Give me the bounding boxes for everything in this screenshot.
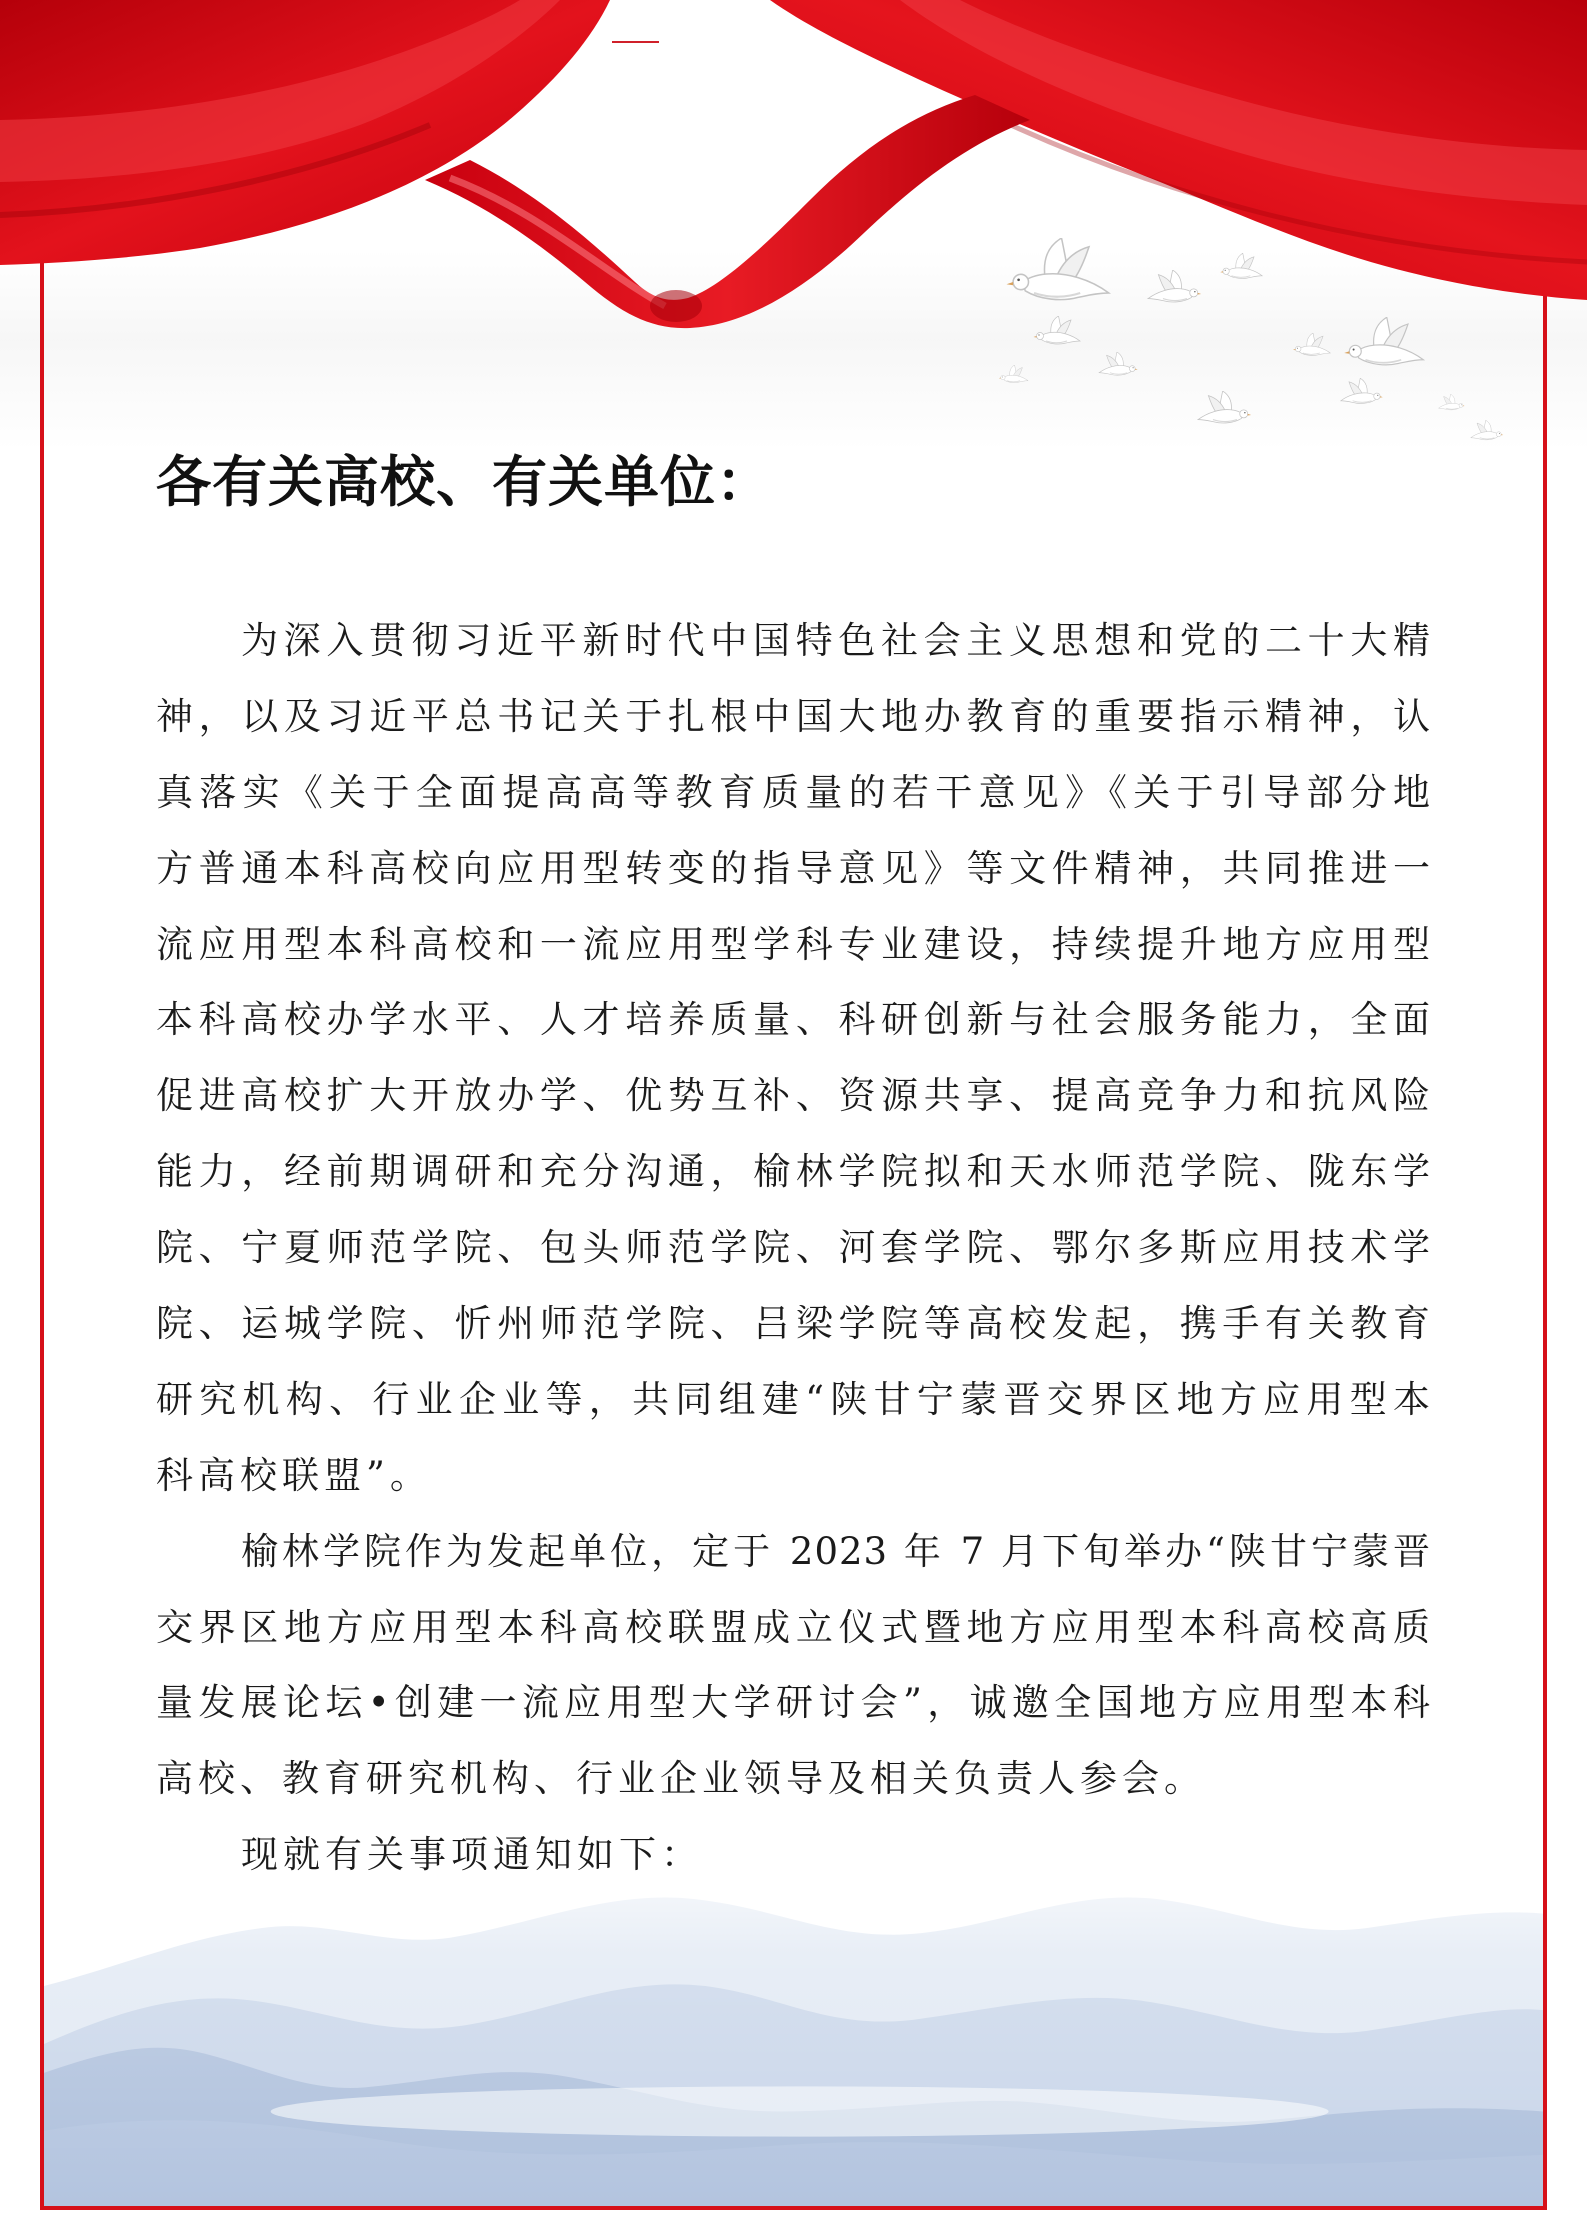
text-line: 现就有关事项通知如下：: [241, 1833, 703, 1877]
dove-icon: [999, 365, 1028, 383]
text-line: 真落实《关于全面提高高等教育质量的若干意见》《关于引导部分地: [156, 770, 1431, 814]
text-line: 院、宁夏师范学院、包头师范学院、河套学院、鄂尔多斯应用技术学: [156, 1226, 1431, 1270]
text-line: 科高校联盟”。: [156, 1453, 432, 1497]
dove-icon: [1007, 238, 1109, 300]
dove-icon: [1099, 352, 1138, 375]
text-line: 神，以及习近平总书记关于扎根中国大地办教育的重要指示精神，认: [156, 694, 1431, 738]
text-line: 量发展论坛•创建一流应用型大学研讨会”，诚邀全国地方应用型本科: [156, 1681, 1431, 1725]
text-line: 本科高校办学水平、人才培养质量、科研创新与社会服务能力，全面: [156, 998, 1431, 1042]
text-line: 为深入贯彻习近平新时代中国特色社会主义思想和党的二十大精: [241, 619, 1431, 662]
text-line: 交界区地方应用型本科高校联盟成立仪式暨地方应用型本科高校高质: [156, 1605, 1431, 1649]
dove-icon: [1293, 333, 1330, 355]
dove-icon: [1439, 394, 1465, 410]
text-line: 方普通本科高校向应用型转变的指导意见》等文件精神，共同推进一: [156, 846, 1431, 890]
dove-icon: [1471, 420, 1504, 440]
paragraph: [156, 1514, 1431, 1818]
paragraph: [156, 1817, 1431, 1893]
dove-icon: [1034, 316, 1081, 344]
dove-icon: [1344, 317, 1423, 365]
salutation-heading: 各有关高校、有关单位：: [156, 450, 773, 514]
text-line: 能力，经前期调研和充分沟通，榆林学院拟和天水师范学院、陇东学: [156, 1150, 1431, 1194]
dove-icon: [1198, 391, 1251, 423]
text-line: 流应用型本科高校和一流应用型学科专业建设，持续提升地方应用型: [156, 922, 1431, 966]
dove-icon: [1341, 378, 1383, 403]
doves-group: [0, 0, 1587, 480]
text-line: 高校、教育研究机构、行业企业领导及相关负责人参会。: [156, 1757, 1206, 1801]
text-line: 研究机构、行业企业等，共同组建“陕甘宁蒙晋交界区地方应用型本: [156, 1377, 1431, 1421]
text-line: 促进高校扩大开放办学、优势互补、资源共享、提高竞争力和抗风险: [156, 1074, 1431, 1118]
text-line: 榆林学院作为发起单位，定于 2023 年 7 月下旬举办“陕甘宁蒙晋: [241, 1529, 1431, 1573]
paragraph: [156, 603, 1431, 1514]
dove-icon: [1220, 253, 1262, 278]
dove-icon: [1148, 270, 1201, 302]
letter-body: [156, 603, 1431, 1893]
text-line: 院、运城学院、忻州师范学院、吕梁学院等高校发起，携手有关教育: [156, 1302, 1431, 1346]
